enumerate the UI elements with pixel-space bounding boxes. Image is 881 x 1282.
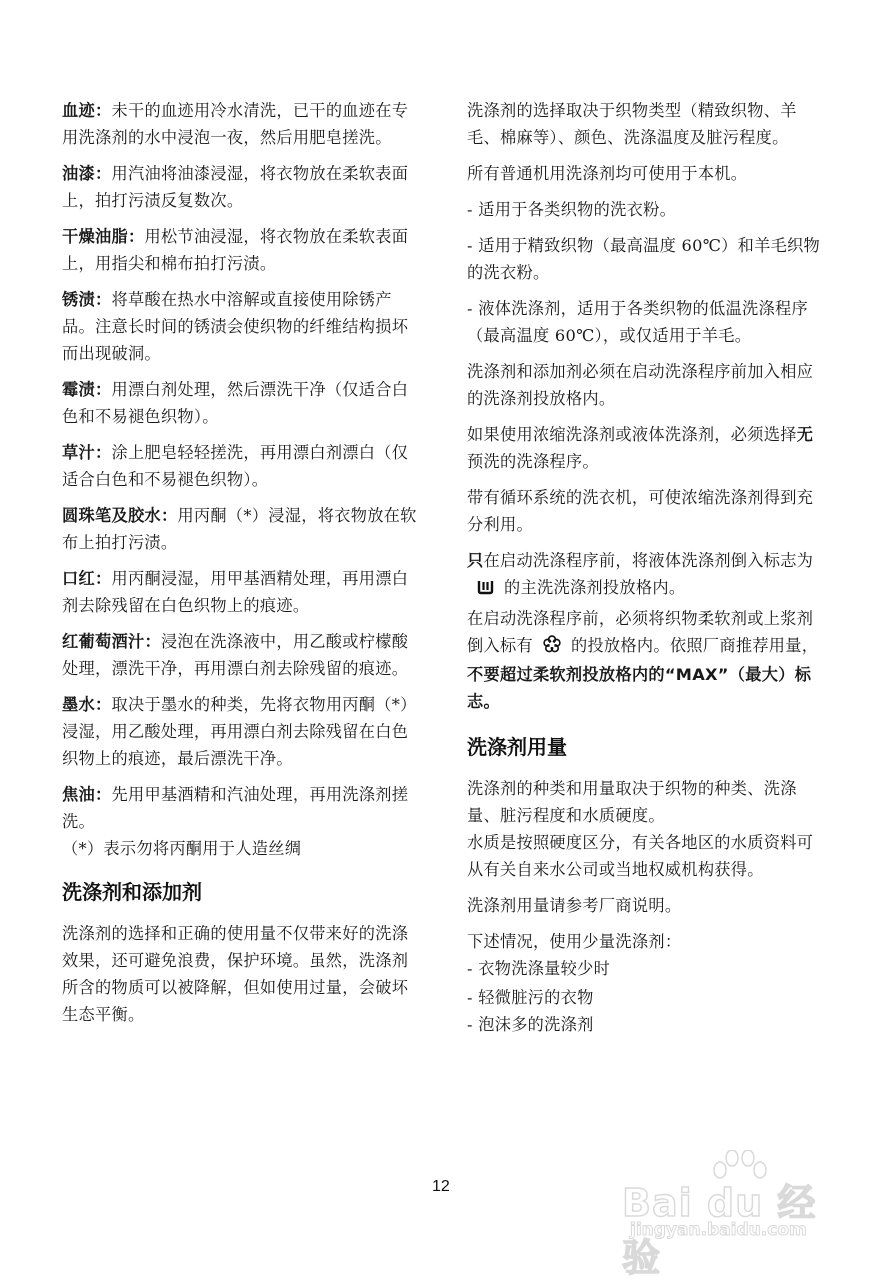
stain-paint: 油漆：用汽油将油漆浸湿，将衣物放在柔软表面上，拍打污渍反复数次。 <box>62 164 409 210</box>
add-before-start-paragraph: 洗涤剂和添加剂必须在启动洗涤程序前加入相应的洗涤剂投放格内。 <box>467 362 814 408</box>
dosage-factors-paragraph: 洗涤剂的种类和用量取决于织物的种类、洗涤量、脏污程度和水质硬度。 <box>467 779 797 825</box>
stain-rust: 锈渍：将草酸在热水中溶解或直接使用除锈产品。注意长时间的锈渍会使织物的纤维结构损坏而出现破洞。 <box>62 290 409 363</box>
section-title-detergents-additives: 洗涤剂和添加剂 <box>62 880 202 904</box>
baidu-watermark <box>622 1150 832 1280</box>
stain-red-wine: 红葡萄酒汁：浸泡在洗涤液中，用乙酸或柠檬酸处理，漂洗干净，再用漂白剂去除残留的痕迹。 <box>62 632 409 678</box>
stain-ballpoint-glue: 圆珠笔及胶水：用丙酮（*）浸湿，将衣物放在软布上拍打污渍。 <box>62 506 417 552</box>
watermark-url: jingyan.baidu.com <box>630 1220 807 1240</box>
bullet-item: - 适用于精致织物（最高温度 60℃）和羊毛织物的洗衣粉。 <box>467 236 821 282</box>
footnote: （*）表示勿将丙酮用于人造丝绸 <box>62 839 302 858</box>
list-item: - 泡沫多的洗涤剂 <box>467 1015 594 1034</box>
less-detergent-intro: 下述情况，使用少量洗涤剂： <box>467 932 682 951</box>
stain-blood: 血迹：未干的血迹用冷水清洗，已干的血迹在专用洗涤剂的水中浸泡一夜，然后用肥皂搓洗。 <box>62 101 409 147</box>
stain-grass: 草汁：涂上肥皂轻轻搓洗，再用漂白剂漂白（仅适合白色和不易褪色织物）。 <box>62 443 409 489</box>
stain-tar: 焦油：先用甲基酒精和汽油处理，再用洗涤剂搓洗。 <box>62 785 409 831</box>
circulation-system-paragraph: 带有循环系统的洗衣机，可使浓缩洗涤剂得到充分利用。 <box>467 488 814 534</box>
liquid-detergent-paragraph: 只在启动洗涤程序前，将液体洗涤剂倒入标志为的主洗洗涤剂投放格内。 <box>467 547 829 603</box>
all-detergents-paragraph: 所有普通机用洗涤剂均可使用于本机。 <box>467 164 748 183</box>
page-number: 12 <box>432 1178 450 1195</box>
right-column <box>467 97 829 1038</box>
water-hardness-paragraph: 水质是按照硬度区分，有关各地区的水质资料可从有关自来水公司或当地权威机构获得。 <box>467 833 814 879</box>
main-wash-compartment-icon <box>477 576 494 603</box>
stain-ink: 墨水：取决于墨水的种类，先将衣物用丙酮（*）浸湿，用乙酸处理，再用漂白剂去除残留在白色织物上的痕迹，最后漂洗干净。 <box>62 695 417 768</box>
bullet-item: - 适用于各类织物的洗衣粉。 <box>467 200 677 219</box>
softener-flower-icon <box>543 634 561 661</box>
watermark-logo-text: Bai du 经验 <box>622 1181 817 1280</box>
stain-lipstick: 口红：用丙酮浸湿，用甲基酒精处理，再用漂白剂去除残留在白色织物上的痕迹。 <box>62 569 409 615</box>
stain-dry-grease: 干燥油脂：用松节油浸湿，将衣物放在柔软表面上，用指尖和棉布拍打污渍。 <box>62 227 409 273</box>
list-item: - 轻微脏污的衣物 <box>467 988 594 1007</box>
detergent-choice-paragraph: 洗涤剂的选择取决于织物类型（精致织物、羊毛、棉麻等）、颜色、洗涤温度及脏污程度。 <box>467 101 797 147</box>
manufacturer-instructions-paragraph: 洗涤剂用量请参考厂商说明。 <box>467 896 682 915</box>
bullet-item: - 液体洗涤剂，适用于各类织物的低温洗涤程序（最高温度 60℃），或仅适用于羊毛。 <box>467 299 808 345</box>
softener-paragraph: 在启动洗涤程序前，必须将织物柔软剂或上浆剂倒入标有 的投放格内。依照厂商推荐用量，不要超过柔软剂投放格内的“MAX”（最大）标志。 <box>467 609 819 711</box>
section-intro: 洗涤剂的选择和正确的使用量不仅带来好的洗涤效果，还可避免浪费，保护环境。虽然，洗涤剂所含的物质可以被降解，但如使用过量，会破坏生态平衡。 <box>62 924 409 1024</box>
stain-mildew: 霉渍：用漂白剂处理，然后漂洗干净（仅适合白色和不易褪色织物）。 <box>62 380 409 426</box>
list-item: - 衣物洗涤量较少时 <box>467 959 611 978</box>
section-title-detergent-dosage: 洗涤剂用量 <box>467 735 567 759</box>
left-column <box>62 97 424 1028</box>
concentrated-detergent-paragraph: 如果使用浓缩洗涤剂或液体洗涤剂，必须选择无预洗的洗涤程序。 <box>467 425 814 471</box>
